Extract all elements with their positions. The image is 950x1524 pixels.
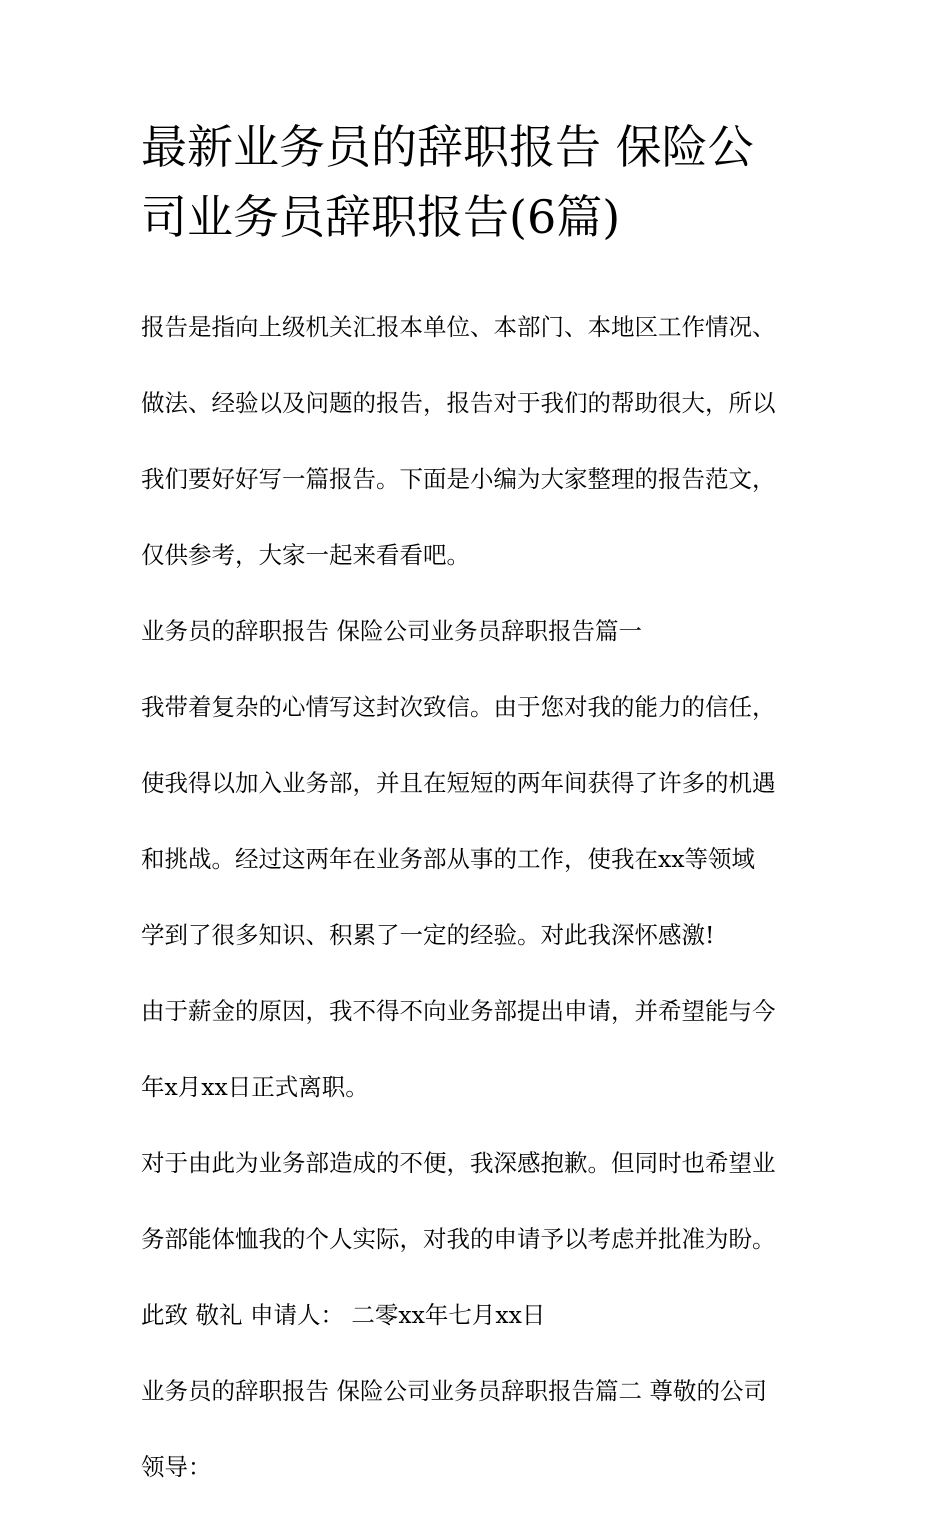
body-line: 学到了很多知识、积累了一定的经验。对此我深怀感激! <box>141 921 715 949</box>
body-line: 我带着复杂的心情写这封次致信。由于您对我的能力的信任， <box>141 693 776 721</box>
body-line: 我们要好好写一篇报告。下面是小编为大家整理的报告范文， <box>141 465 776 493</box>
document-page <box>141 112 813 1524</box>
body-line: 由于薪金的原因，我不得不向业务部提出申请，并希望能与今 <box>141 997 776 1025</box>
title-line-2: 司业务员辞职报告(6篇) <box>141 190 621 244</box>
body-line: 对于由此为业务部造成的不便，我深感抱歉。但同时也希望业 <box>141 1149 776 1177</box>
body-line: 做法、经验以及问题的报告，报告对于我们的帮助很大，所以 <box>141 389 776 417</box>
body-line: 和挑战。经过这两年在业务部从事的工作，使我在xx等领域 <box>141 845 756 873</box>
body-line: 务部能体恤我的个人实际，对我的申请予以考虑并批准为盼。 <box>141 1225 776 1253</box>
document-body <box>141 270 813 1524</box>
body-line: 使我得以加入业务部，并且在短短的两年间获得了许多的机遇 <box>141 769 776 797</box>
body-line: 报告是指向上级机关汇报本单位、本部门、本地区工作情况、 <box>141 313 776 341</box>
section-heading-1: 业务员的辞职报告 保险公司业务员辞职报告篇一 <box>141 617 642 645</box>
body-line: 年x月xx日正式离职。 <box>141 1073 369 1101</box>
section-heading-2: 业务员的辞职报告 保险公司业务员辞职报告篇二 尊敬的公司 <box>141 1377 767 1405</box>
closing-line: 此致 敬礼 申请人： 二零xx年七月xx日 <box>141 1301 546 1329</box>
body-line: 仅供参考，大家一起来看看吧。 <box>141 541 470 569</box>
document-title <box>141 112 813 252</box>
body-line: 领导： <box>141 1453 212 1481</box>
title-line-1: 最新业务员的辞职报告 保险公 <box>141 120 754 174</box>
